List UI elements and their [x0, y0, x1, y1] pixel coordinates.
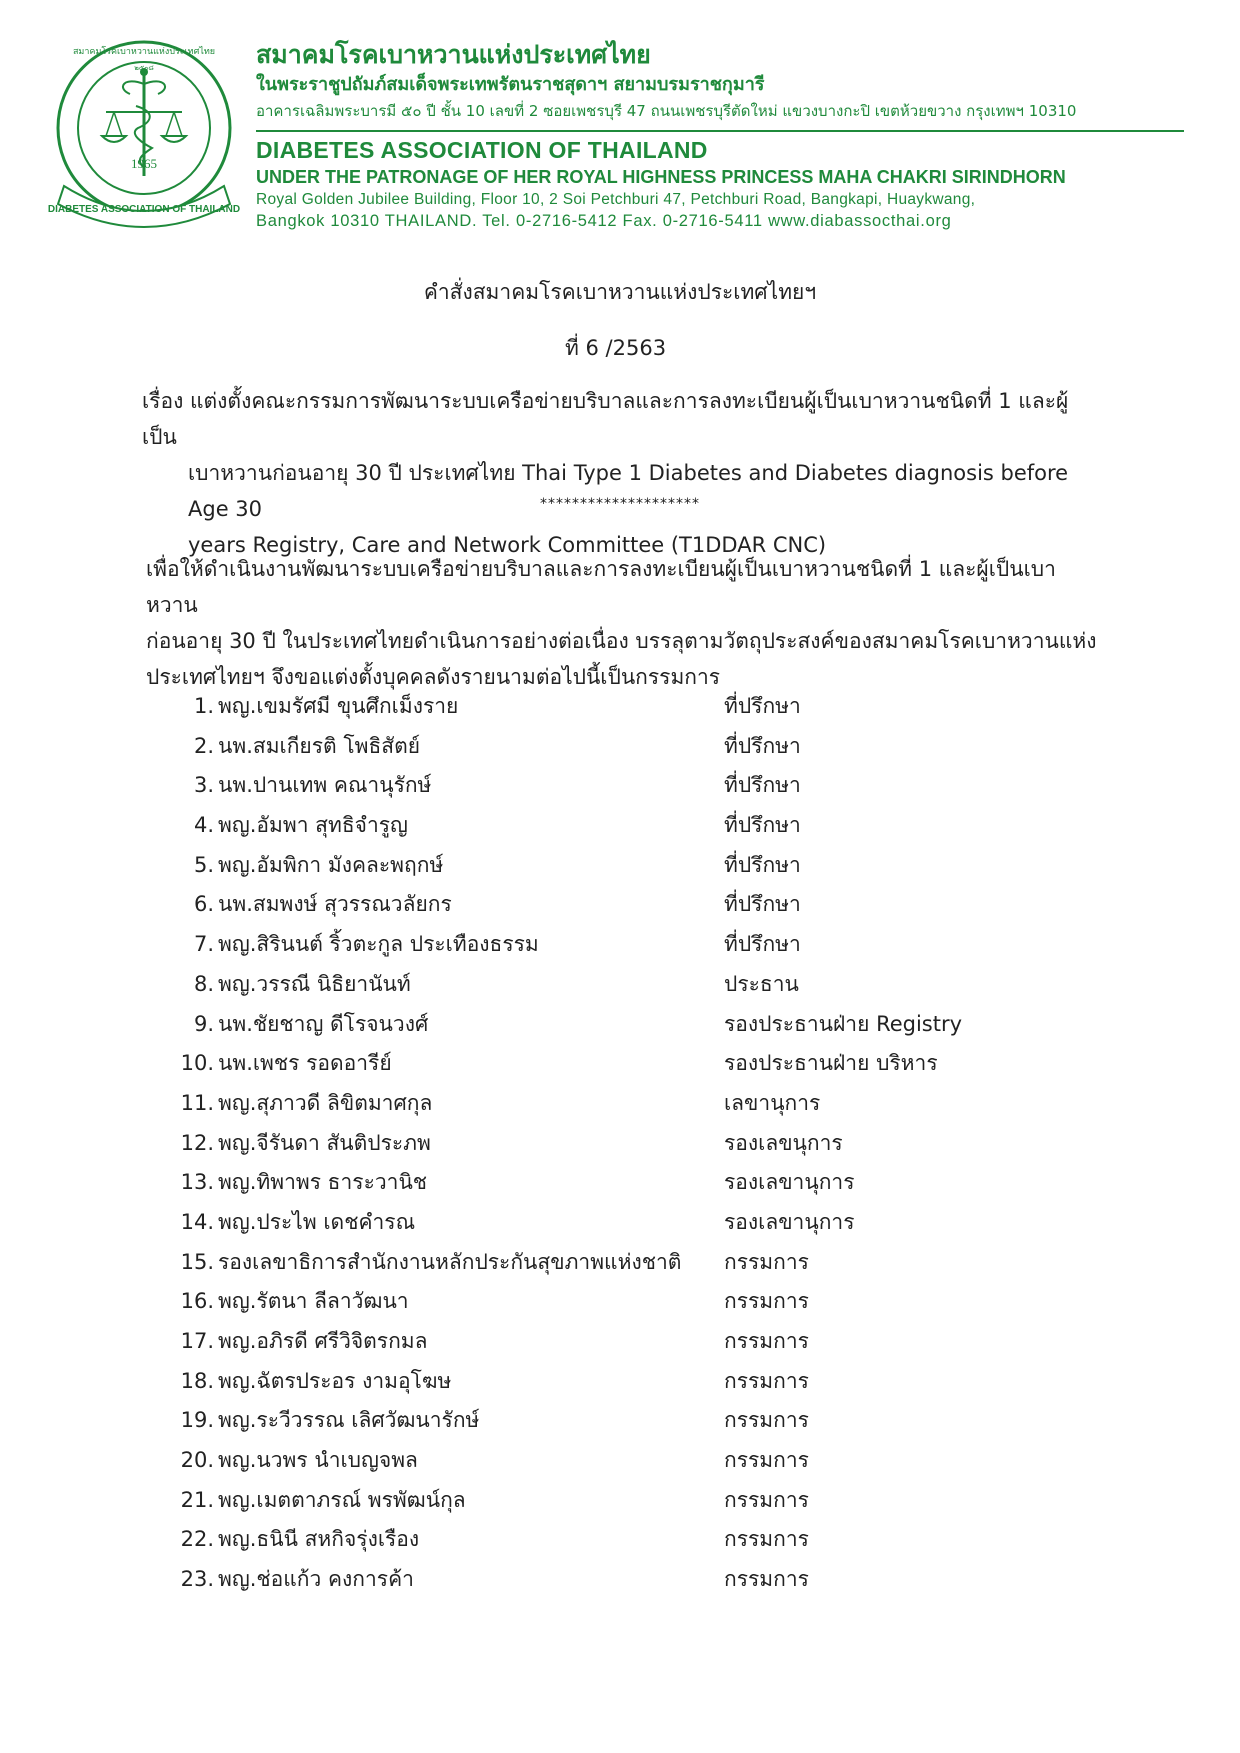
- logo-year: 1965: [131, 156, 157, 171]
- member-role: กรรมการ: [724, 1249, 809, 1274]
- member-name: พญ.ธนินี สหกิจรุ่งเรือง: [218, 1527, 420, 1552]
- intro-line3: ประเทศไทยฯ จึงขอแต่งตั้งบุคคลดังรายนามต่อไปนี้เป็นกรรมการ: [146, 665, 721, 689]
- header-divider: [256, 130, 1184, 132]
- thai-address: อาคารเฉลิมพระบารมี ๕๐ ปี ชั้น 10 เลขที่ 2 ซอยเพชรบุรี 47 ถนนเพชรบุรีตัดใหม่ แขวงบางกะปิ เขตห้วยขวาง กรุงเทพฯ 10310: [256, 102, 1077, 120]
- member-name: พญ.เมตตาภรณ์ พรพัฒน์กุล: [218, 1487, 466, 1512]
- list-item: [180, 1323, 1080, 1363]
- member-name: นพ.สมพงษ์ สุวรรณวลัยกร: [218, 892, 452, 917]
- member-name: นพ.เพชร รอดอารีย์: [218, 1051, 392, 1076]
- list-item: [180, 1283, 1080, 1323]
- member-name: พญ.ฉัตรประอร งามอุโฆษ: [218, 1368, 452, 1393]
- member-number: 12.: [180, 1130, 214, 1155]
- list-item: [180, 886, 1080, 926]
- member-role: กรรมการ: [724, 1329, 809, 1353]
- member-name: นพ.สมเกียรติ โพธิสัตย์: [218, 733, 421, 758]
- order-title: คำสั่งสมาคมโรคเบาหวานแห่งประเทศไทยฯ: [423, 280, 817, 304]
- member-role: กรรมการ: [724, 1289, 809, 1314]
- member-number: 3.: [193, 773, 214, 798]
- separator: ********************: [540, 496, 700, 512]
- list-item: [180, 1442, 1080, 1482]
- member-name: พญ.รัตนา ลีลาวัฒนา: [218, 1289, 409, 1314]
- member-name: พญ.จีรันดา สันติประภพ: [218, 1130, 431, 1155]
- list-item: [180, 1045, 1080, 1085]
- member-name: พญ.ช่อแก้ว คงการค้า: [218, 1567, 414, 1592]
- member-role: กรรมการ: [724, 1487, 809, 1512]
- member-role: กรรมการ: [724, 1408, 809, 1433]
- member-number: 19.: [180, 1408, 214, 1433]
- intro-line2: ก่อนอายุ 30 ปี ในประเทศไทยดำเนินการอย่างต่อเนื่อง บรรลุตามวัตถุประสงค์ของสมาคมโรคเบาหวานแห่ง: [146, 629, 1097, 653]
- member-name: พญ.อภิรดี ศรีวิจิตรกมล: [218, 1329, 428, 1353]
- member-number: 2.: [193, 733, 214, 758]
- list-item: [180, 1204, 1080, 1244]
- list-item: [180, 926, 1080, 966]
- member-role: ที่ปรึกษา: [724, 932, 801, 957]
- member-number: 10.: [180, 1051, 214, 1076]
- english-address-line1: Royal Golden Jubilee Building, Floor 10, 2 Soi Petchburi 47, Petchburi Road, Bangkapi, Huaykwang,: [256, 191, 976, 208]
- list-item: [180, 807, 1080, 847]
- list-item: [180, 767, 1080, 807]
- member-number: 15.: [180, 1249, 214, 1274]
- member-name: รองเลขาธิการสำนักงานหลักประกันสุขภาพแห่งชาติ: [218, 1249, 682, 1274]
- member-name: นพ.ชัยชาญ ดีโรจนวงศ์: [218, 1011, 429, 1036]
- member-role: กรรมการ: [724, 1527, 809, 1552]
- member-number: 23.: [180, 1567, 214, 1592]
- member-number: 13.: [180, 1170, 214, 1195]
- subject-line2: เบาหวานก่อนอายุ 30 ปี ประเทศไทย Thai Type 1 Diabetes and Diabetes diagnosis before Age 30: [188, 461, 1069, 521]
- member-role: ที่ปรึกษา: [724, 852, 801, 877]
- member-role: กรรมการ: [724, 1448, 809, 1473]
- member-role: กรรมการ: [724, 1368, 809, 1393]
- member-role: ประธาน: [724, 971, 799, 996]
- member-number: 9.: [193, 1011, 214, 1036]
- english-address-line2: Bangkok 10310 THAILAND. Tel. 0-2716-5412 Fax. 0-2716-5411 www.diabassocthai.org: [256, 212, 952, 230]
- list-item: [180, 1363, 1080, 1403]
- member-name: พญ.อัมพิกา มังคละพฤกษ์: [218, 852, 444, 877]
- member-number: 18.: [180, 1368, 214, 1393]
- list-item: [180, 728, 1080, 768]
- member-role: รองเลขานุการ: [724, 1209, 855, 1234]
- thai-patronage: ในพระราชูปถัมภ์สมเด็จพระเทพรัตนราชสุดาฯ สยามบรมราชกุมารี: [256, 74, 765, 95]
- order-number: ที่ 6 /2563: [565, 336, 667, 360]
- member-name: พญ.สิรินนต์ ริ้วตะกูล ประเทืองธรรม: [218, 932, 539, 957]
- member-role: ที่ปรึกษา: [724, 733, 801, 758]
- list-item: [180, 688, 1080, 728]
- member-number: 8.: [193, 971, 214, 996]
- member-role: รองเลขนุการ: [724, 1130, 843, 1155]
- intro-paragraph: [146, 551, 1106, 695]
- member-number: 1.: [193, 694, 214, 718]
- subject-line1: เรื่อง แต่งตั้งคณะกรรมการพัฒนาระบบเครือข่ายบริบาลและการลงทะเบียนผู้เป็นเบาหวานชนิดที่ 1 และผู้เป็น: [142, 389, 1069, 449]
- member-number: 20.: [180, 1448, 214, 1473]
- member-name: พญ.ประไพ เดชคำรณ: [218, 1209, 416, 1234]
- list-item: [180, 1244, 1080, 1284]
- list-item: [180, 1125, 1080, 1165]
- list-item: [180, 966, 1080, 1006]
- member-role: รองเลขานุการ: [724, 1170, 855, 1195]
- member-role: ที่ปรึกษา: [724, 773, 801, 798]
- list-item: [180, 1561, 1080, 1601]
- member-name: พญ.เขมรัศมี ขุนศึกเม็งราย: [218, 694, 459, 718]
- member-number: 6.: [193, 892, 214, 917]
- member-name: พญ.วรรณี นิธิยานันท์: [218, 971, 411, 996]
- logo-ribbon-text: DIABETES ASSOCIATION OF THAILAND: [47, 204, 241, 215]
- english-letterhead: [256, 135, 1206, 232]
- member-number: 22.: [180, 1527, 214, 1552]
- member-number: 7.: [193, 932, 214, 957]
- english-association-name: DIABETES ASSOCIATION OF THAILAND: [256, 137, 708, 163]
- member-role: รองประธานฝ่าย บริหาร: [724, 1051, 938, 1076]
- member-name: พญ.นวพร นำเบญจพล: [218, 1448, 418, 1473]
- member-number: 11.: [180, 1090, 214, 1115]
- member-number: 14.: [180, 1209, 214, 1234]
- member-name: พญ.สุภาวดี ลิขิตมาศกุล: [218, 1090, 433, 1115]
- member-name: พญ.ทิพาพร ธาระวานิช: [218, 1170, 428, 1195]
- list-item: [180, 1164, 1080, 1204]
- member-role: ที่ปรึกษา: [724, 813, 801, 838]
- member-number: 4.: [193, 813, 214, 838]
- member-role: ที่ปรึกษา: [724, 892, 801, 917]
- list-item: [180, 847, 1080, 887]
- thai-association-name: สมาคมโรคเบาหวานแห่งประเทศไทย: [256, 40, 651, 69]
- english-patronage: UNDER THE PATRONAGE OF HER ROYAL HIGHNESS PRINCESS MAHA CHAKRI SIRINDHORN: [256, 167, 1066, 187]
- association-logo: [44, 36, 244, 236]
- member-name: นพ.ปานเทพ คณานุรักษ์: [218, 773, 432, 798]
- member-role: ที่ปรึกษา: [724, 694, 801, 718]
- logo-small-year: ๒๕๐๘: [134, 64, 154, 72]
- member-name: พญ.ระวีวรรณ เลิศวัฒนารักษ์: [218, 1408, 480, 1433]
- thai-letterhead: [256, 38, 1206, 124]
- member-role: เลขานุการ: [724, 1090, 821, 1115]
- member-number: 17.: [180, 1329, 214, 1353]
- list-item: [180, 1006, 1080, 1046]
- list-item: [180, 1482, 1080, 1522]
- member-role: รองประธานฝ่าย Registry: [724, 1011, 963, 1036]
- association-seal-icon: [44, 36, 244, 236]
- member-number: 5.: [193, 852, 214, 877]
- list-item: [180, 1402, 1080, 1442]
- member-number: 21.: [180, 1487, 214, 1512]
- subject-line3: years Registry, Care and Network Committee (T1DDAR CNC): [188, 533, 827, 557]
- member-role: กรรมการ: [724, 1567, 809, 1592]
- member-name: พญ.อัมพา สุทธิจำรูญ: [218, 813, 408, 838]
- list-item: [180, 1085, 1080, 1125]
- member-number: 16.: [180, 1289, 214, 1314]
- committee-member-list: [180, 688, 1080, 1601]
- logo-top-text: สมาคมโรคเบาหวานแห่งประเทศไทย: [72, 47, 216, 57]
- order-subject: [142, 383, 1102, 563]
- list-item: [180, 1521, 1080, 1561]
- intro-line1: เพื่อให้ดำเนินงานพัฒนาระบบเครือข่ายบริบาลและการลงทะเบียนผู้เป็นเบาหวานชนิดที่ 1 และผู้เป็นเบาหวาน: [146, 557, 1056, 617]
